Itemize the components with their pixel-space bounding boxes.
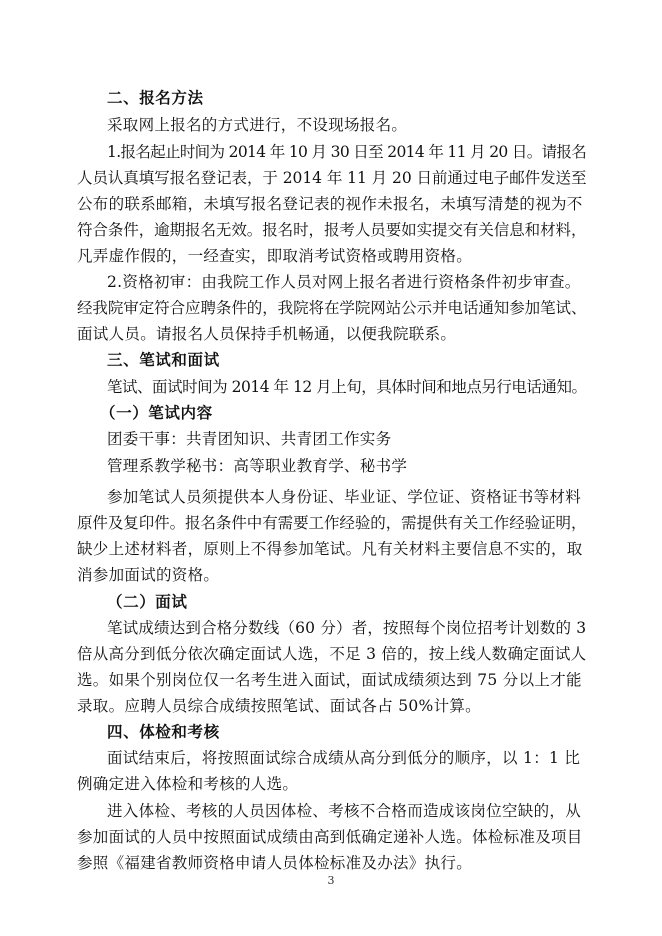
paragraph-line: 进入体检、考核的人员因体检、考核不合格而造成该岗位空缺的，从 — [107, 802, 582, 820]
paragraph-line: 面试人员。请报名人员保持手机畅通，以便我院联系。 — [77, 325, 457, 343]
paragraph-line: 团委干事：共青团知识、共青团工作实务 — [107, 430, 392, 448]
paragraph-line: 管理系教学秘书：高等职业教育学、秘书学 — [107, 457, 408, 475]
heading-registration-method: 二、报名方法 — [107, 89, 204, 107]
paragraph-line: 选。如果个别岗位仅一名考生进入面试，面试成绩须达到 75 分以上才能 — [77, 671, 582, 689]
paragraph-line: 面试结束后，将按照面试综合成绩从高分到低分的顺序，以 1：1 比 — [107, 749, 581, 767]
heading-written-test-and-interview: 三、笔试和面试 — [107, 351, 220, 369]
paragraph-line: 2.资格初审：由我院工作人员对网上报名者进行资格条件初步审查。 — [107, 273, 581, 291]
paragraph-line: 原件及复印件。报名条件中有需要工作经验的，需提供有关工作经验证明， — [77, 514, 587, 532]
paragraph-line: 消参加面试的资格。 — [77, 566, 220, 584]
page-number: 3 — [327, 874, 335, 887]
paragraph-line: 参加笔试人员须提供本人身份证、毕业证、学位证、资格证书等材料 — [107, 488, 582, 506]
paragraph-line: 例确定进入体检和考核的人选。 — [77, 775, 299, 793]
paragraph-line: 公布的联系邮箱，未填写报名登记表的视作未报名，未填写清楚的视为不 — [77, 195, 583, 213]
paragraph-line: 1.报名起止时间为 2014 年 10 月 30 日至 2014 年 11 月 20 日。请报名 — [107, 143, 587, 161]
paragraph-line: 缺少上述材料者，原则上不得参加笔试。凡有关材料主要信息不实的，取 — [77, 540, 583, 558]
subheading-interview: （二）面试 — [107, 593, 188, 611]
paragraph-line: 笔试、面试时间为 2014 年 12 月上旬，具体时间和地点另行电话通知。 — [107, 378, 587, 396]
paragraph-line: 倍从高分到低分依次确定面试人选，不足 3 倍的，按上线人数确定面试人 — [77, 645, 587, 663]
paragraph-line: 参照《福建省教师资格申请人员体检标准及办法》执行。 — [77, 854, 473, 872]
paragraph-line: 人员认真填写报名登记表，于 2014 年 11 月 20 日前通过电子邮件发送至 — [77, 169, 587, 187]
paragraph-line: 参加面试的人员中按照面试成绩由高到低确定递补人选。体检标准及项目 — [77, 828, 583, 846]
paragraph-line: 采取网上报名的方式进行，不设现场报名。 — [107, 116, 408, 134]
paragraph-line: 笔试成绩达到合格分数线（60 分）者，按照每个岗位招考计划数的 3 — [107, 619, 587, 637]
subheading-written-test-content: （一）笔试内容 — [100, 404, 213, 422]
paragraph-line: 经我院审定符合应聘条件的，我院将在学院网站公示并电话通知参加笔试、 — [77, 299, 587, 317]
heading-physical-exam-and-assessment: 四、体检和考核 — [107, 723, 220, 741]
paragraph-line: 符合条件，逾期报名无效。报名时，报考人员要如实提交有关信息和材料， — [77, 221, 587, 239]
paragraph-line: 录取。应聘人员综合成绩按照笔试、面试各占 50%计算。 — [77, 697, 481, 715]
paragraph-line: 凡弄虚作假的，一经查实，即取消考试资格或聘用资格。 — [77, 247, 473, 265]
